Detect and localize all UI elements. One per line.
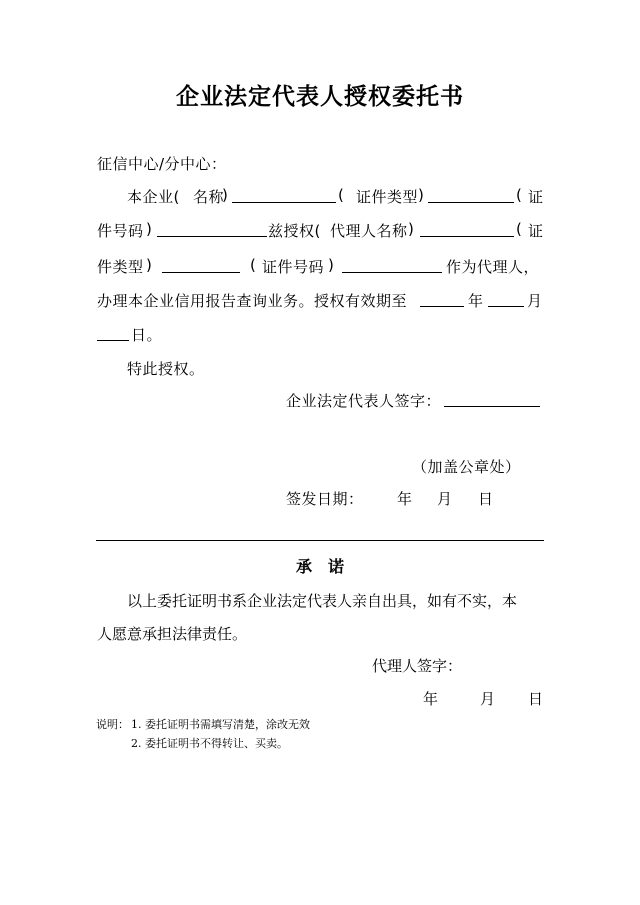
rep-signature-label: 企业法定代表人签字： bbox=[286, 392, 442, 410]
doc-number-label: 证件号码 bbox=[262, 258, 325, 276]
company-name-prefix: 本企业( bbox=[127, 188, 180, 206]
company-name-blank[interactable] bbox=[232, 188, 336, 203]
section-divider bbox=[96, 540, 544, 541]
paren-close: ) bbox=[222, 186, 229, 204]
paren-close: ) bbox=[418, 186, 425, 204]
day-label: 日。 bbox=[131, 326, 163, 344]
agent-name-blank[interactable] bbox=[420, 222, 514, 237]
agent-day-label: 日 bbox=[528, 690, 544, 708]
rep-signature-blank[interactable] bbox=[444, 392, 540, 407]
paren-close: ) bbox=[146, 256, 153, 274]
scope-text: 办理本企业信用报告查询业务。授权有效期至 bbox=[97, 292, 408, 310]
paren-open: ( bbox=[516, 186, 523, 204]
note-item-2: 2. 委托证明书不得转让、买卖。 bbox=[131, 737, 288, 750]
company-doc-number-blank[interactable] bbox=[157, 222, 267, 237]
authorize-prefix: 兹授权( bbox=[268, 222, 321, 240]
agent-doc-number-blank[interactable] bbox=[342, 258, 442, 273]
doc-type-label: 证件类型 bbox=[356, 188, 419, 206]
promise-text-line1: 以上委托证明书系企业法定代表人亲自出具，如有不实，本 bbox=[127, 592, 518, 610]
issue-year-label: 年 bbox=[397, 490, 413, 508]
paren-close: ) bbox=[328, 256, 335, 274]
valid-year-blank[interactable] bbox=[420, 292, 464, 307]
paren-open: ( bbox=[516, 220, 523, 238]
company-doc-type-blank[interactable] bbox=[428, 188, 514, 203]
note-item-1: 1. 委托证明书需填写清楚，涂改无效 bbox=[131, 718, 310, 731]
seal-placeholder: （加盖公章处） bbox=[412, 458, 521, 476]
notes-label: 说明： bbox=[96, 718, 129, 731]
agent-doc-type-blank[interactable] bbox=[162, 258, 240, 273]
as-agent-text: 作为代理人， bbox=[446, 258, 540, 276]
valid-day-blank[interactable] bbox=[97, 326, 129, 341]
doc-number-label-part1: 证 bbox=[528, 188, 544, 206]
salutation: 征信中心/分中心： bbox=[97, 155, 227, 173]
doc-type-label-part1: 证 bbox=[528, 222, 544, 240]
paren-close: ) bbox=[146, 220, 153, 238]
closing-text: 特此授权。 bbox=[127, 360, 205, 378]
promise-heading: 承 诺 bbox=[295, 557, 344, 576]
document-title: 企业法定代表人授权委托书 bbox=[176, 84, 464, 110]
promise-text-line2: 人愿意承担法律责任。 bbox=[97, 625, 248, 643]
agent-name-label: 代理人名称 bbox=[330, 222, 408, 240]
doc-type-label-part2: 件类型 bbox=[97, 258, 144, 276]
issue-date-label: 签发日期： bbox=[286, 490, 364, 508]
name-label: 名称 bbox=[193, 188, 225, 206]
paren-open: ( bbox=[338, 186, 345, 204]
year-label: 年 bbox=[468, 292, 484, 310]
paren-open: ( bbox=[250, 256, 257, 274]
month-label: 月 bbox=[527, 292, 543, 310]
agent-year-label: 年 bbox=[423, 690, 439, 708]
paren-close: ) bbox=[408, 220, 415, 238]
issue-month-label: 月 bbox=[437, 490, 453, 508]
agent-month-label: 月 bbox=[480, 690, 496, 708]
agent-signature-label: 代理人签字： bbox=[372, 657, 463, 675]
doc-number-label-part2: 件号码 bbox=[97, 222, 144, 240]
valid-month-blank[interactable] bbox=[488, 292, 524, 307]
issue-day-label: 日 bbox=[478, 490, 494, 508]
